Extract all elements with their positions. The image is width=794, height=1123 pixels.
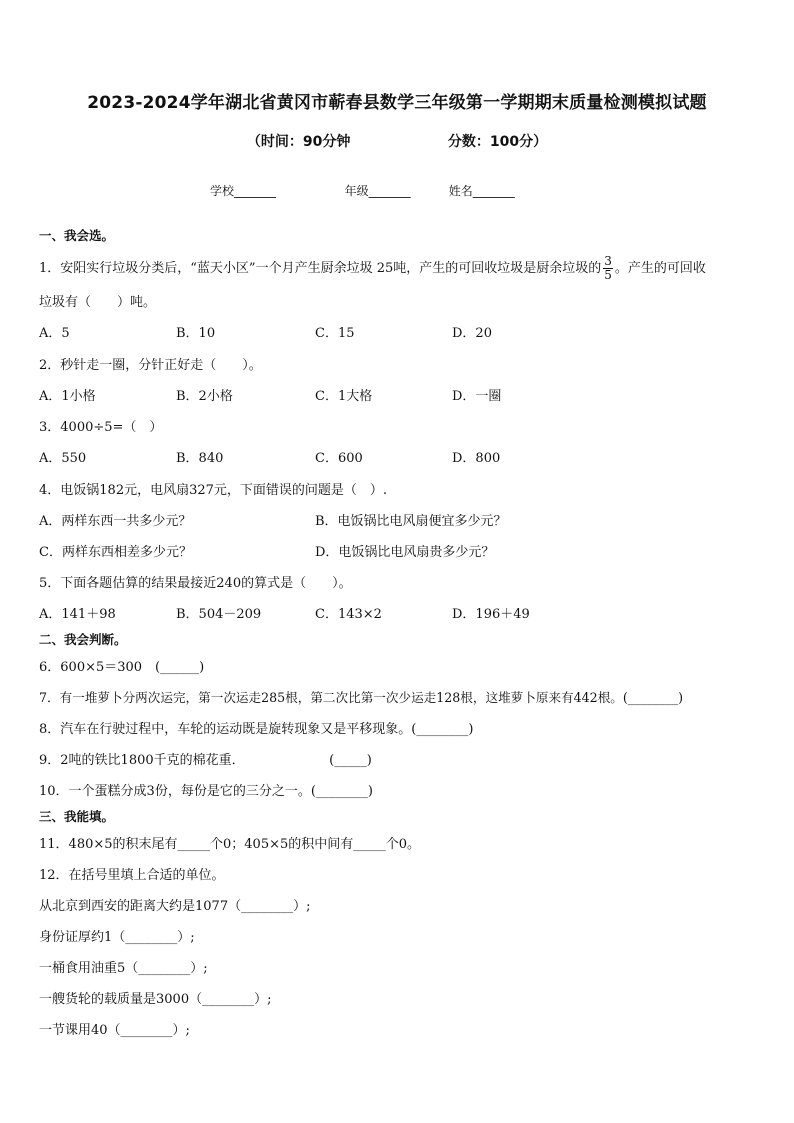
question-1-text-end: 。产生的可回收 <box>614 261 706 276</box>
fraction <box>603 255 613 282</box>
q1-option-a: A．5 <box>39 326 70 341</box>
q5-option-c: C．143×2 <box>315 607 382 622</box>
q12-item: 一艘货轮的载质量是3000（________）; <box>39 992 272 1007</box>
question-12: 12．在括号里填上合适的单位。 <box>39 868 225 883</box>
question-11: 11．480×5的积末尾有_____个0；405×5的积中间有_____个0。 <box>39 837 421 852</box>
fraction-numerator: 3 <box>604 254 612 268</box>
q3-option-b: B．840 <box>176 451 224 466</box>
q2-option-d: D．一圈 <box>452 389 502 404</box>
q5-option-a: A．141＋98 <box>39 607 116 622</box>
q5-option-b: B．504－209 <box>176 607 262 622</box>
question-3: 3．4000÷5=（ ） <box>39 420 163 435</box>
q1-option-d: D．20 <box>452 326 492 341</box>
q1-option-b: B．10 <box>176 326 216 341</box>
question-5: 5．下面各题估算的结果最接近240的算式是（ ）。 <box>39 576 352 591</box>
q3-option-d: D．800 <box>452 451 501 466</box>
q12-item: 一节课用40（________）; <box>39 1023 190 1038</box>
section-heading-choose: 一、我会选。 <box>39 228 115 243</box>
fraction-denominator: 5 <box>604 268 612 282</box>
exam-subtitle: （时间：90分钟 分数：100分） <box>246 134 548 150</box>
question-2: 2．秒针走一圈，分针正好走（ ）。 <box>39 358 262 373</box>
question-1 <box>39 255 706 282</box>
q12-item: 从北京到西安的距离大约是1077（________）; <box>39 899 311 914</box>
q3-option-c: C．600 <box>315 451 363 466</box>
question-10: 10．一个蛋糕分成3份，每份是它的三分之一。(________) <box>39 784 373 799</box>
question-1-line-2: 垃圾有（ ）吨。 <box>39 295 157 310</box>
q1-option-c: C．15 <box>315 326 355 341</box>
q4-option-c: C．两样东西相差多少元？ <box>39 545 192 560</box>
q4-option-b: B．电饭锅比电风扇便宜多少元？ <box>315 514 507 529</box>
q2-option-c: C．1大格 <box>315 389 373 404</box>
question-8: 8．汽车在行驶过程中，车轮的运动既是旋转现象又是平移现象。(________) <box>39 722 474 737</box>
q12-item: 一桶食用油重5（________）; <box>39 961 208 976</box>
question-4: 4．电饭锅182元，电风扇327元，下面错误的问题是（ ）. <box>39 483 388 498</box>
section-heading-judge: 二、我会判断。 <box>39 632 127 647</box>
student-info-line: 学校_______ 年级_______ 姓名_______ <box>210 184 515 198</box>
exam-title: 2023-2024学年湖北省黄冈市蕲春县数学三年级第一学期期末质量检测模拟试题 <box>87 93 707 113</box>
q4-option-a: A．两样东西一共多少元？ <box>39 514 192 529</box>
q2-option-a: A．1小格 <box>39 389 96 404</box>
question-7: 7．有一堆萝卜分两次运完，第一次运走285根，第二次比第一次少运走128根，这堆萝卜原来有442根。(________) <box>39 690 684 705</box>
q5-option-d: D．196＋49 <box>452 607 530 622</box>
q3-option-a: A．550 <box>39 451 87 466</box>
section-heading-fill: 三、我能填。 <box>39 809 115 824</box>
q2-option-b: B．2小格 <box>176 389 233 404</box>
question-1-text: 1．安阳实行垃圾分类后，“蓝天小区”一个月产生厨余垃圾 25吨，产生的可回收垃圾是厨余垃圾的 <box>39 261 602 276</box>
q12-item: 身份证厚约1（________）; <box>39 930 195 945</box>
question-6: 6．600×5＝300 (______) <box>39 660 205 675</box>
q4-option-d: D．电饭锅比电风扇贵多少元？ <box>315 545 495 560</box>
question-9: 9．2吨的铁比1800千克的棉花重． (_____) <box>39 753 372 768</box>
